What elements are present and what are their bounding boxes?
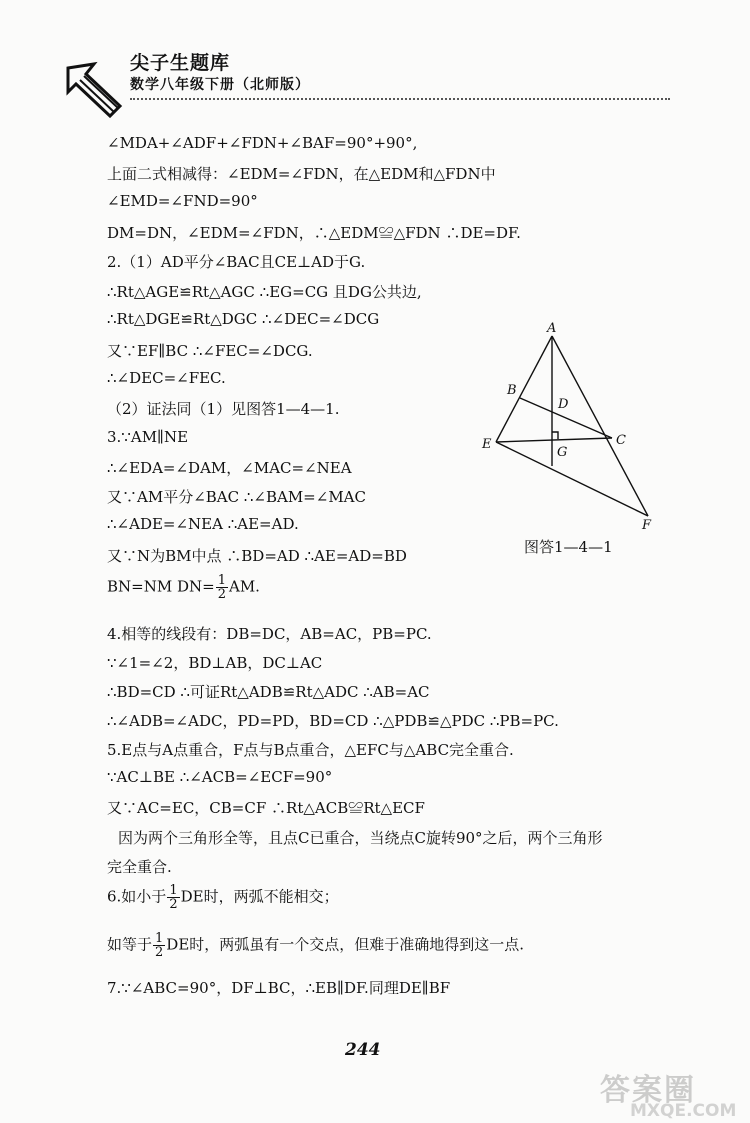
- text-line: ∵∠1=∠2，BD⊥AB，DC⊥AC: [107, 654, 323, 672]
- text-line: 又∵AC=EC，CB=CF ∴Rt△ACB≌Rt△ECF: [107, 799, 425, 817]
- segment-ef: [496, 442, 648, 516]
- fraction: [216, 574, 228, 601]
- text-line: 4.相等的线段有：DB=DC，AB=AC，PB=PC.: [107, 625, 432, 643]
- label-d: D: [558, 397, 569, 412]
- text-line: ∴BD=CD ∴可证Rt△ADB≌Rt△ADC ∴AB=AC: [107, 683, 430, 701]
- text-segment: AM.: [228, 577, 260, 596]
- header-divider: [130, 98, 670, 100]
- text-line: 又∵N为BM中点 ∴BD=AD ∴AE=AD=BD: [107, 547, 407, 565]
- segment-ec: [496, 438, 612, 442]
- figure-caption: 图答1—4—1: [524, 538, 613, 556]
- fraction-line: [107, 574, 260, 601]
- book-title: 数学八年级下册（北师版）: [130, 77, 310, 93]
- fraction-numerator: 1: [217, 573, 226, 588]
- fraction-numerator: 1: [155, 931, 164, 946]
- arrow-logo-icon: [64, 60, 124, 120]
- text-line: 完全重合.: [107, 858, 172, 876]
- label-a: A: [547, 321, 557, 336]
- fraction-line: [107, 884, 339, 911]
- text-line: 因为两个三角形全等，且点C已重合，当绕点C旋转90°之后，两个三角形: [118, 829, 603, 847]
- text-line: ∠EMD=∠FND=90°: [107, 192, 258, 210]
- geometry-figure: [476, 318, 676, 533]
- text-segment: DE时，两弧不能相交；: [180, 887, 339, 906]
- text-segment: BN=NM DN=: [107, 577, 215, 596]
- watermark: [600, 1065, 745, 1121]
- page-header: [60, 38, 680, 108]
- fraction-numerator: 1: [169, 883, 178, 898]
- label-e: E: [482, 437, 492, 452]
- text-line: ∴∠EDA=∠DAM，∠MAC=∠NEA: [107, 459, 352, 477]
- fraction: [153, 932, 165, 959]
- label-f: F: [642, 518, 652, 533]
- text-segment: 6.如小于: [107, 887, 167, 906]
- text-line: 3.∵AM∥NE: [107, 428, 189, 446]
- watermark-logo: 答案圈: [600, 1073, 696, 1108]
- text-line: ∴∠ADE=∠NEA ∴AE=AD.: [107, 515, 299, 533]
- text-line: ∵AC⊥BE ∴∠ACB=∠ECF=90°: [107, 768, 333, 786]
- fraction-denominator: 2: [217, 587, 226, 602]
- series-title: 尖子生题库: [130, 52, 231, 74]
- label-g: G: [557, 445, 568, 460]
- segment-ae: [496, 336, 552, 442]
- right-angle-mark: [552, 432, 558, 439]
- text-line: ∠MDA+∠ADF+∠FDN+∠BAF=90°+90°,: [107, 134, 418, 152]
- text-segment: 如等于: [107, 935, 153, 954]
- label-c: C: [616, 433, 626, 448]
- label-b: B: [507, 383, 517, 398]
- text-line: （2）证法同（1）见图答1—4—1.: [107, 400, 340, 418]
- text-line: 又∵AM平分∠BAC ∴∠BAM=∠MAC: [107, 488, 366, 506]
- text-line: ∴Rt△DGE≌Rt△DGC ∴∠DEC=∠DCG: [107, 310, 380, 328]
- fraction-line: [107, 932, 524, 959]
- page-number: 244: [345, 1040, 381, 1060]
- text-line: 上面二式相减得：∠EDM=∠FDN，在△EDM和△FDN中: [107, 165, 496, 183]
- text-line: ∴∠ADB=∠ADC，PD=PD，BD=CD ∴△PDB≌△PDC ∴PB=PC.: [107, 712, 559, 730]
- segment-af: [552, 336, 648, 516]
- text-line: 7.∵∠ABC=90°，DF⊥BC，∴EB∥DF.同理DE∥BF: [107, 979, 451, 997]
- text-segment: DE时，两弧虽有一个交点，但难于准确地得到这一点.: [166, 935, 525, 954]
- text-line: ∴∠DEC=∠FEC.: [107, 369, 226, 387]
- fraction-denominator: 2: [155, 945, 164, 960]
- fraction: [167, 884, 179, 911]
- text-line: ∴Rt△AGE≌Rt△AGC ∴EG=CG 且DG公共边,: [107, 283, 422, 301]
- fraction-denominator: 2: [169, 897, 178, 912]
- text-line: 又∵EF∥BC ∴∠FEC=∠DCG.: [107, 342, 313, 360]
- watermark-url: MXQE.COM: [630, 1101, 737, 1121]
- text-line: DM=DN，∠EDM=∠FDN，∴△EDM≌△FDN ∴DE=DF.: [107, 224, 521, 242]
- text-line: 5.E点与A点重合，F点与B点重合，△EFC与△ABC完全重合.: [107, 741, 514, 759]
- text-line: 2.（1）AD平分∠BAC且CE⊥AD于G.: [107, 253, 366, 271]
